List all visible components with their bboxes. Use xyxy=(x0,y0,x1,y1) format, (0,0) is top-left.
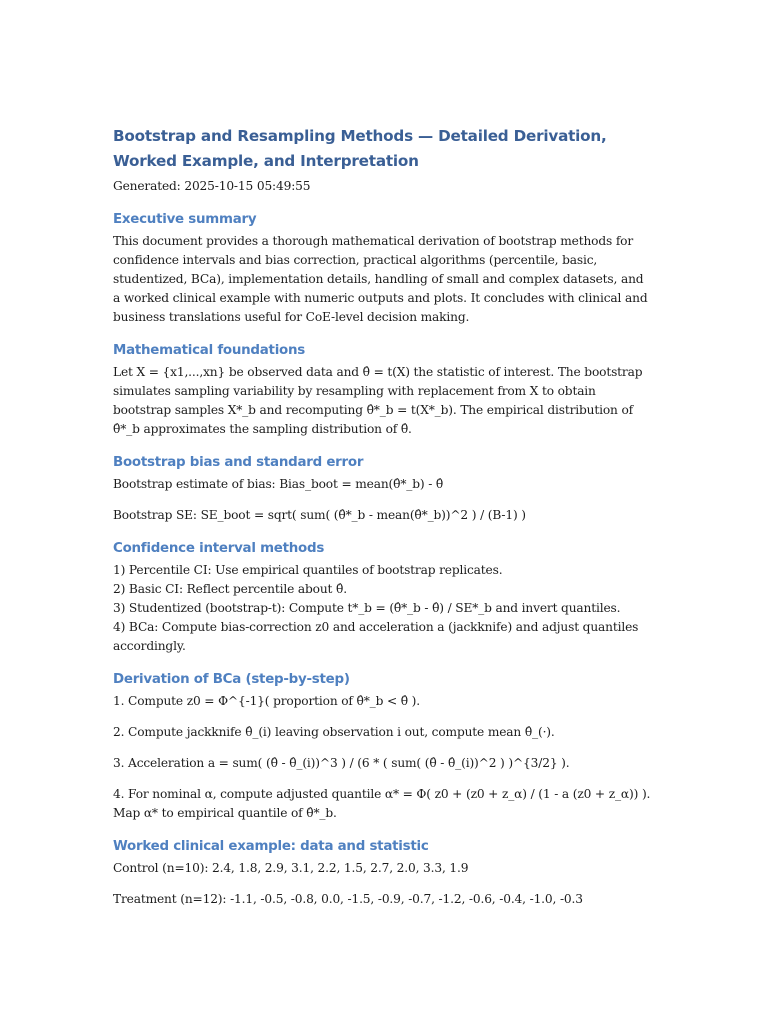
document-title: Bootstrap and Resampling Methods — Detailed Derivation, Worked Example, and Interpretation xyxy=(113,127,607,170)
ci-method-studentized: 3) Studentized (bootstrap-t): Compute t*_b = (θ̂*_b - θ̂) / SE*_b and invert quantiles. xyxy=(113,601,621,615)
ci-method-percentile: 1) Percentile CI: Use empirical quantiles of bootstrap replicates. xyxy=(113,563,503,577)
ci-methods-list xyxy=(113,561,653,656)
bca-step-3: 3. Acceleration a = sum( (θ̂ - θ̂_(i))^3 ) / (6 * ( sum( (θ̂ - θ̂_(i))^2 ) )^{3/2} ). xyxy=(113,756,570,770)
section-ci-methods xyxy=(113,539,653,656)
mathematical-foundations-text: Let X = {x1,...,xn} be observed data and θ̂ = t(X) the statistic of interest. The bootstrap simulates sampling variability by resampling with replacement from X to obtain bootstrap samples X*_b and recomputing θ̂*_b = t(X*_b). The empirical distribution of θ̂*_b approximates the sampling distribution of θ̂. xyxy=(113,365,643,436)
section-mathematical-foundations xyxy=(113,341,653,439)
section-executive-summary xyxy=(113,210,653,327)
heading-ci-methods: Confidence interval methods xyxy=(113,541,325,556)
ci-method-bca: 4) BCa: Compute bias-correction z0 and acceleration a (jackknife) and adjust quantiles accordingly. xyxy=(113,620,642,653)
heading-bias-and-se: Bootstrap bias and standard error xyxy=(113,455,364,470)
section-worked-example xyxy=(113,837,653,909)
executive-summary-text: This document provides a thorough mathematical derivation of bootstrap methods for confidence intervals and bias correction, practical algorithms (percentile, basic, studentized, BCa), implementation details, handling of small and complex datasets, and a worked clinical example with numeric outputs and plots. It concludes with clinical and business translations useful for CoE-level decision making. xyxy=(113,234,648,324)
ci-method-basic: 2) Basic CI: Reflect percentile about θ̂. xyxy=(113,582,347,596)
heading-bca-derivation: Derivation of BCa (step-by-step) xyxy=(113,672,350,687)
section-bias-and-se xyxy=(113,453,653,525)
control-group-data: Control (n=10): 2.4, 1.8, 2.9, 3.1, 2.2, 1.5, 2.7, 2.0, 3.3, 1.9 xyxy=(113,861,469,875)
heading-worked-example: Worked clinical example: data and statistic xyxy=(113,839,429,854)
bca-step-4: 4. For nominal α, compute adjusted quantile α* = Φ( z0 + (z0 + z_α) / (1 - a (z0 + z_α)) ). Map α* to empirical quantile of θ̂*_b. xyxy=(113,787,651,820)
bca-step-1: 1. Compute z0 = Φ^{-1}( proportion of θ̂*_b < θ̂ ). xyxy=(113,694,420,708)
heading-mathematical-foundations: Mathematical foundations xyxy=(113,343,305,358)
document-page xyxy=(113,124,653,909)
treatment-group-data: Treatment (n=12): -1.1, -0.5, -0.8, 0.0, -1.5, -0.9, -0.7, -1.2, -0.6, -0.4, -1.0, -0.3 xyxy=(113,892,583,906)
generated-timestamp: Generated: 2025-10-15 05:49:55 xyxy=(113,179,311,193)
bca-step-2: 2. Compute jackknife θ̂_(i) leaving observation i out, compute mean θ̂_(·). xyxy=(113,725,555,739)
se-formula: Bootstrap SE: SE_boot = sqrt( sum( (θ̂*_b - mean(θ̂*_b))^2 ) / (B-1) ) xyxy=(113,508,526,522)
section-bca-derivation xyxy=(113,670,653,823)
heading-executive-summary: Executive summary xyxy=(113,212,257,227)
bias-formula: Bootstrap estimate of bias: Bias_boot = mean(θ̂*_b) - θ̂ xyxy=(113,477,444,491)
